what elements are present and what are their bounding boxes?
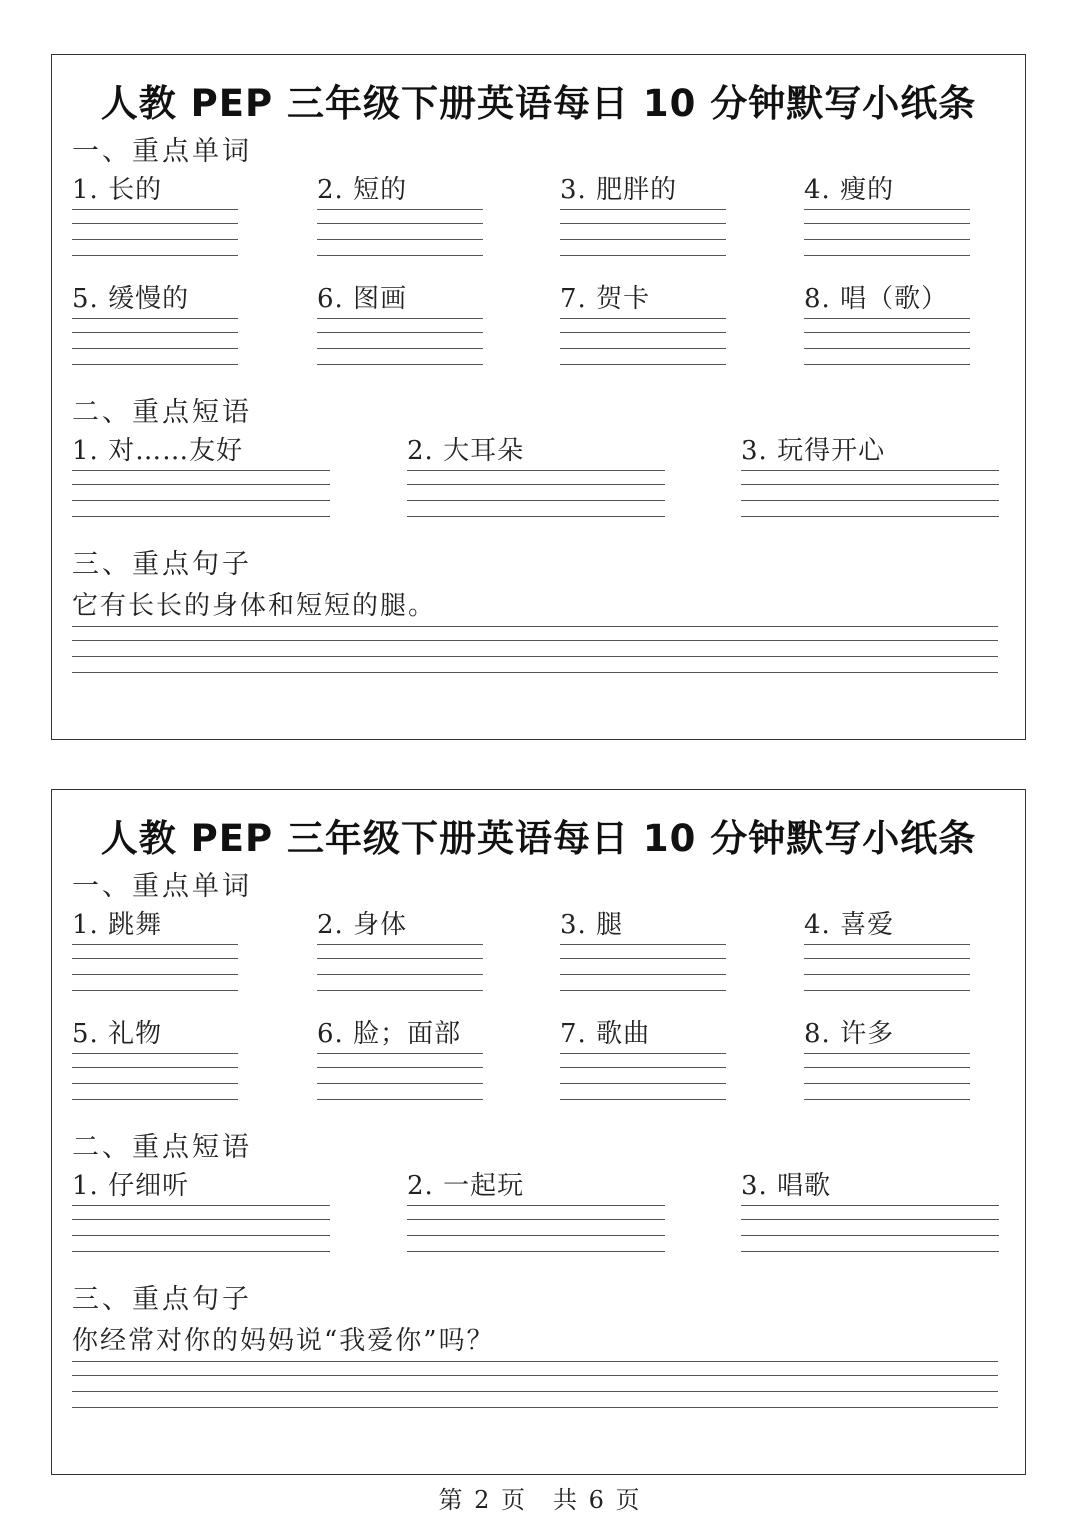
phrase-item bbox=[407, 1167, 665, 1205]
word-prompt: 6. 图画 bbox=[317, 284, 408, 314]
phrase-prompt: 3. 玩得开心 bbox=[741, 436, 886, 466]
phrase-item bbox=[407, 432, 665, 470]
sentence-prompt: 它有长长的身体和短短的腿。 bbox=[72, 591, 437, 621]
page-number: 第 2 页 共 6 页 bbox=[438, 1486, 642, 1514]
word-item bbox=[72, 280, 238, 318]
word-item bbox=[317, 280, 483, 318]
word-prompt: 1. 长的 bbox=[72, 175, 163, 205]
word-item bbox=[317, 171, 483, 209]
word-prompt: 4. 瘦的 bbox=[804, 175, 895, 205]
phrase-item bbox=[741, 432, 999, 470]
word-item bbox=[560, 280, 726, 318]
word-prompt: 1. 跳舞 bbox=[72, 910, 163, 940]
word-prompt: 8. 许多 bbox=[804, 1019, 895, 1049]
word-item bbox=[804, 280, 970, 318]
section-heading-sentence: 三、重点句子 bbox=[72, 549, 252, 580]
word-item bbox=[72, 906, 238, 944]
word-prompt: 3. 肥胖的 bbox=[560, 175, 678, 205]
section-heading-phrases: 二、重点短语 bbox=[72, 1132, 252, 1163]
card-title: 人教 PEP 三年级下册英语每日 10 分钟默写小纸条 bbox=[100, 82, 977, 125]
word-item bbox=[72, 1015, 238, 1053]
word-item bbox=[560, 1015, 726, 1053]
word-prompt: 4. 喜爱 bbox=[804, 910, 895, 940]
word-prompt: 2. 身体 bbox=[317, 910, 408, 940]
word-prompt: 3. 腿 bbox=[560, 910, 624, 940]
word-prompt: 5. 缓慢的 bbox=[72, 284, 190, 314]
phrase-item bbox=[741, 1167, 999, 1205]
phrase-prompt: 1. 仔细听 bbox=[72, 1171, 190, 1201]
word-prompt: 6. 脸；面部 bbox=[317, 1019, 462, 1049]
word-item bbox=[560, 171, 726, 209]
phrase-prompt: 1. 对……友好 bbox=[72, 436, 244, 466]
word-item bbox=[72, 171, 238, 209]
word-item bbox=[317, 906, 483, 944]
word-prompt: 7. 贺卡 bbox=[560, 284, 651, 314]
dictation-card-2 bbox=[51, 789, 1026, 1475]
card-title: 人教 PEP 三年级下册英语每日 10 分钟默写小纸条 bbox=[100, 817, 977, 860]
word-prompt: 8. 唱（歌） bbox=[804, 284, 949, 314]
word-prompt: 2. 短的 bbox=[317, 175, 408, 205]
word-item bbox=[560, 906, 726, 944]
phrase-item bbox=[72, 432, 330, 470]
phrase-item bbox=[72, 1167, 330, 1205]
word-item bbox=[804, 171, 970, 209]
section-heading-sentence: 三、重点句子 bbox=[72, 1284, 252, 1315]
word-item bbox=[804, 906, 970, 944]
word-item bbox=[804, 1015, 970, 1053]
dictation-card-1 bbox=[51, 54, 1026, 740]
word-item bbox=[317, 1015, 483, 1053]
sentence-prompt: 你经常对你的妈妈说“我爱你”吗？ bbox=[72, 1326, 495, 1356]
word-prompt: 5. 礼物 bbox=[72, 1019, 163, 1049]
section-heading-words: 一、重点单词 bbox=[72, 871, 252, 902]
section-heading-words: 一、重点单词 bbox=[72, 136, 252, 167]
section-heading-phrases: 二、重点短语 bbox=[72, 397, 252, 428]
phrase-prompt: 2. 大耳朵 bbox=[407, 436, 525, 466]
phrase-prompt: 3. 唱歌 bbox=[741, 1171, 832, 1201]
word-prompt: 7. 歌曲 bbox=[560, 1019, 651, 1049]
phrase-prompt: 2. 一起玩 bbox=[407, 1171, 525, 1201]
